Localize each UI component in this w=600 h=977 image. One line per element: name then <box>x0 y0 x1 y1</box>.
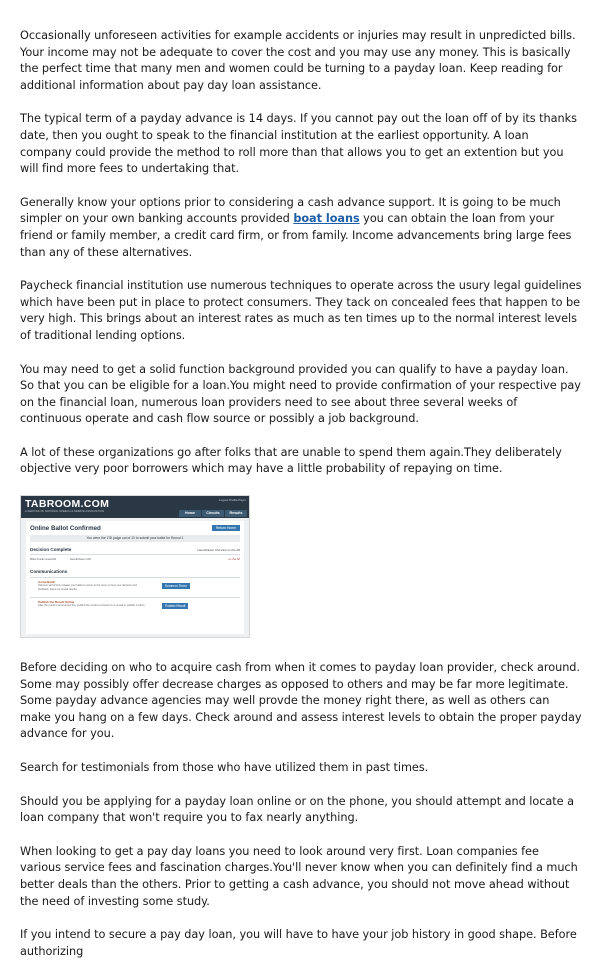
screenshot-nav <box>179 510 247 517</box>
screenshot-nav-results: Results <box>225 510 247 517</box>
screenshot-comm-item-1-text: Tabroom will shortly release your ballot to return to the room to hear your decision and feedback. Does not reveal results. <box>38 584 137 591</box>
screenshot-comm-item-1-head: Come Back! <box>38 580 56 585</box>
screenshot-row-col1: Mike Frank Lewis Rd <box>30 557 57 562</box>
screenshot-decision-row <box>30 557 240 561</box>
screenshot-panel <box>26 521 244 634</box>
screenshot-nav-circuits: Circuits <box>202 510 224 517</box>
paragraph-11: If you intend to secure a pay day loan, you will have to have your job history in good shape. Before authorizing <box>20 928 577 958</box>
screenshot-comm-item-2 <box>30 597 240 615</box>
screenshot-comm-item-1-button: Summon Them <box>162 583 190 589</box>
screenshot-top-links: Logout Profile Paym <box>218 498 246 503</box>
paragraph-8: Search for testimonials from those who have utilized them in past times. <box>20 761 429 775</box>
paragraph-7: Before deciding on who to acquire cash from when it comes to payday loan provider, check around. Some may possibly offer decrease charges as opposed to others and may be far more legitimate. Some payday advance agencies may well provde the money right there, as well as others can make you hang on a few days. Check around and assess interest levels to obtain the proper payday advance for you. <box>20 661 582 741</box>
paragraph-3-start: Generally know your options prior to considering a cash advance support. It is going to be much simpler on your own banking accounts provided <box>20 195 561 226</box>
paragraph-3-end: you can obtain the loan from your friend or family member, a credit card firm, or from family. Income advancements bring large fees than any of these alternatives. <box>20 212 572 259</box>
screenshot-notice: You were the 1'St judge out of 10 to submit your ballot for Round 1 <box>30 535 240 542</box>
screenshot-communications-heading: Communications <box>30 569 68 575</box>
screenshot-row-col3: on the Aff <box>228 557 240 562</box>
screenshot-subtitle: A SERVICE OF NATIONAL SPEECH & DEBATE ASSOCIATION <box>25 510 105 514</box>
screenshot-comm-item-2-button: Publish Result <box>162 603 188 609</box>
paragraph-6: A lot of these organizations go after folks that are unable to spend them again.They deliberately objective very poor borrowers which may have a little probability of repaying on time. <box>20 445 562 476</box>
paragraph-2: The typical term of a payday advance is 14 days. If you cannot pay out the loan off of by its thanks date, then you ought to speak to the financial institution at the earliest opportunity. A loan company could provide the method to roll more than that allows you to get an extention but you will find more fees to undertaking that. <box>20 112 577 176</box>
paragraph-3 <box>20 195 582 261</box>
paragraph-10: When looking to get a pay day loans you need to look around very first. Loan companies fee various service fees and fascination charges.You'll never know when you can definitely find a much better deals than the others. Prior to getting a cash advance, you should not move ahead without the need of investing some study. <box>20 844 578 908</box>
embedded-screenshot <box>20 495 250 638</box>
screenshot-comm-item-2-head: Publish the Result Online <box>38 600 75 605</box>
paragraph-9: Should you be applying for a payday loan online or on the phone, you should attempt and locate a loan company that won't require you to fax nearly anything. <box>20 794 574 825</box>
boat-loans-link[interactable]: boat loans <box>293 212 360 226</box>
screenshot-logo: TABROOM.COM <box>25 498 110 511</box>
paragraph-1: Occasionally unforeseen activities for example accidents or injuries may result in unpredicted bills. Your income may not be adequate to cover the cost and you may use any money. This is basically the perfect time that many men and women could be turning to a payday loan. Keep reading for additional information about pay day loan assistance. <box>20 29 576 92</box>
screenshot-decision-heading: Decision Complete <box>30 547 72 553</box>
paragraph-4: Paycheck financial institution use numerous techniques to operate across the usury legal guidelines which have been put in place to protect consumers. They tack on concealed fees that happen to be very high. This brings about an interest rates as much as ten times up to the normal interest levels of traditional lending options. <box>20 279 582 342</box>
screenshot-return-button: Return Home <box>212 525 240 531</box>
screenshot-divider <box>30 554 240 555</box>
article-body <box>20 28 582 977</box>
paragraph-5: You may need to get a solid function background provided you can qualify to have a payday loan. So that you can be eligible for a loan.You might need to provide confirmation of your respective pay on the financial loan, numerous loan providers need to see about three several weeks of continuous operate and cash flow source or possibly a job background. <box>20 362 581 426</box>
screenshot-header <box>21 496 249 518</box>
screenshot-decision-right: Hendrickson CM wins on the Aff <box>197 548 240 553</box>
screenshot-row-col2: Hendrickson CM <box>70 557 91 562</box>
screenshot-comm-item-2-text: After the result is announced live, publish the result to entrants if no reveal or publish it online. <box>38 604 146 608</box>
screenshot-comm-item-1 <box>30 577 240 595</box>
screenshot-title: Online Ballot Confirmed <box>30 525 101 533</box>
screenshot-nav-home: Home <box>179 510 201 517</box>
